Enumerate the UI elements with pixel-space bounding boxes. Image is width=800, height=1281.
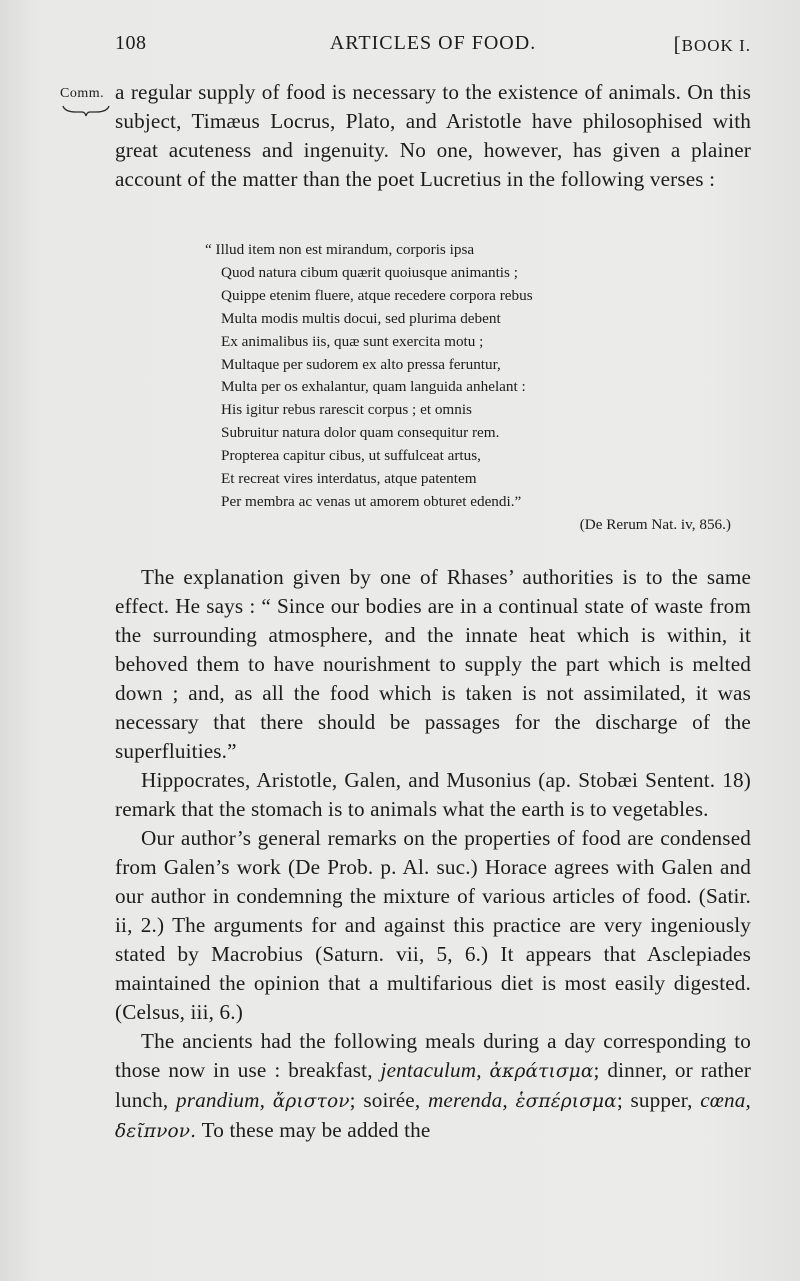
book-bracket: [ <box>673 32 682 56</box>
meals-tail: To these may be added the <box>201 1118 431 1142</box>
meals-sep-2: ; soirée, <box>349 1088 421 1112</box>
running-title: ARTICLES OF FOOD. <box>329 32 537 54</box>
intro-paragraph <box>115 78 751 194</box>
term-hesperisma: ἑσπέρισμα <box>515 1091 617 1112</box>
term-coena: cœna, <box>700 1088 751 1112</box>
verse-line: Quod natura cibum quærit quoiusque animantis ; <box>221 263 518 281</box>
term-ariston: ἄριστον <box>272 1091 350 1112</box>
term-prandium: prandium, <box>175 1088 266 1112</box>
margin-note: Comm. <box>60 86 105 101</box>
verse-line: Multa per os exhalantur, quam languida anhelant : <box>221 378 526 396</box>
verse-line: Multa modis multis docui, sed plurima debent <box>221 309 501 327</box>
book-label <box>674 32 751 57</box>
paragraph-rhases: The explanation given by one of Rhases’ authorities is to the same effect. He says : “ Since our bodies are in a continual state of waste from the surrounding atmosphere, and the innate heat which is within, it behoved them to have nourishment to supply the part which is melted down ; and, as all the food which is taken is not assimilated, it was necessary that there should be passages for the discharge of the superfluities.” <box>115 565 751 763</box>
term-jentaculum: jentaculum, <box>380 1058 482 1082</box>
verse-line: His igitur rebus rarescit corpus ; et omnis <box>221 401 472 419</box>
paragraph-meals <box>115 1027 751 1146</box>
term-merenda: merenda, <box>427 1088 508 1112</box>
verse-line: Subruitur natura dolor quam consequitur rem. <box>221 424 500 442</box>
main-text <box>115 563 751 1146</box>
verse-citation: (De Rerum Nat. iv, 856.) <box>579 516 731 533</box>
verse-line: “ Illud item non est mirandum, corporis ipsa <box>205 241 475 258</box>
meals-lead: The ancients had the following meals during a day corresponding to those now in use : breakfast, <box>115 1029 751 1082</box>
term-deipnon: δεῖπνον. <box>115 1121 197 1142</box>
intro-text: a regular supply of food is necessary to the existence of animals. On this subject, Timæus Locrus, Plato, and Aristotle have philosophised with great acuteness and ingenuity. No one, however, has given a plainer account of the matter than the poet Lucretius in the following verses : <box>115 80 751 191</box>
lucretius-verse <box>205 239 765 533</box>
verse-line: Quippe etenim fluere, atque recedere corpora rebus <box>221 286 533 304</box>
margin-brace-icon <box>62 104 110 118</box>
paragraph-stomach: Hippocrates, Aristotle, Galen, and Musonius (ap. Stobæi Sentent. 18) remark that the stomach is to animals what the earth is to vegetables. <box>115 768 751 821</box>
book-label-text: BOOK I. <box>681 36 751 55</box>
paragraph-galen: Our author’s general remarks on the properties of food are condensed from Galen’s work (De Prob. p. Al. suc.) Horace agrees with Galen and our author in condemning the mixture of various articles of food. (Satir. ii, 2.) The arguments for and against this practice are very ingeniously stated by Macrobius (Saturn. vii, 5, 6.) It appears that Asclepiades maintained the opinion that a multifarious diet is most easily digested. (Celsus, iii, 6.) <box>115 826 751 1024</box>
meals-sep-3: ; supper, <box>616 1088 693 1112</box>
running-head <box>115 32 751 62</box>
term-akratisma: ἀκράτισμα <box>489 1061 594 1082</box>
meals-sep-1: ; dinner, or rather lunch, <box>115 1058 751 1112</box>
verse-line: Per membra ac venas ut amorem obturet edendi.” <box>221 492 522 510</box>
verse-line: Multaque per sudorem ex alto pressa feruntur, <box>221 355 501 373</box>
verse-line: Ex animalibus iis, quæ sunt exercita motu ; <box>221 332 484 350</box>
verse-line: Et recreat vires interdatus, atque patentem <box>221 470 477 488</box>
page-number: 108 <box>115 32 147 54</box>
verse-line: Propterea capitur cibus, ut suffulceat artus, <box>221 447 481 465</box>
